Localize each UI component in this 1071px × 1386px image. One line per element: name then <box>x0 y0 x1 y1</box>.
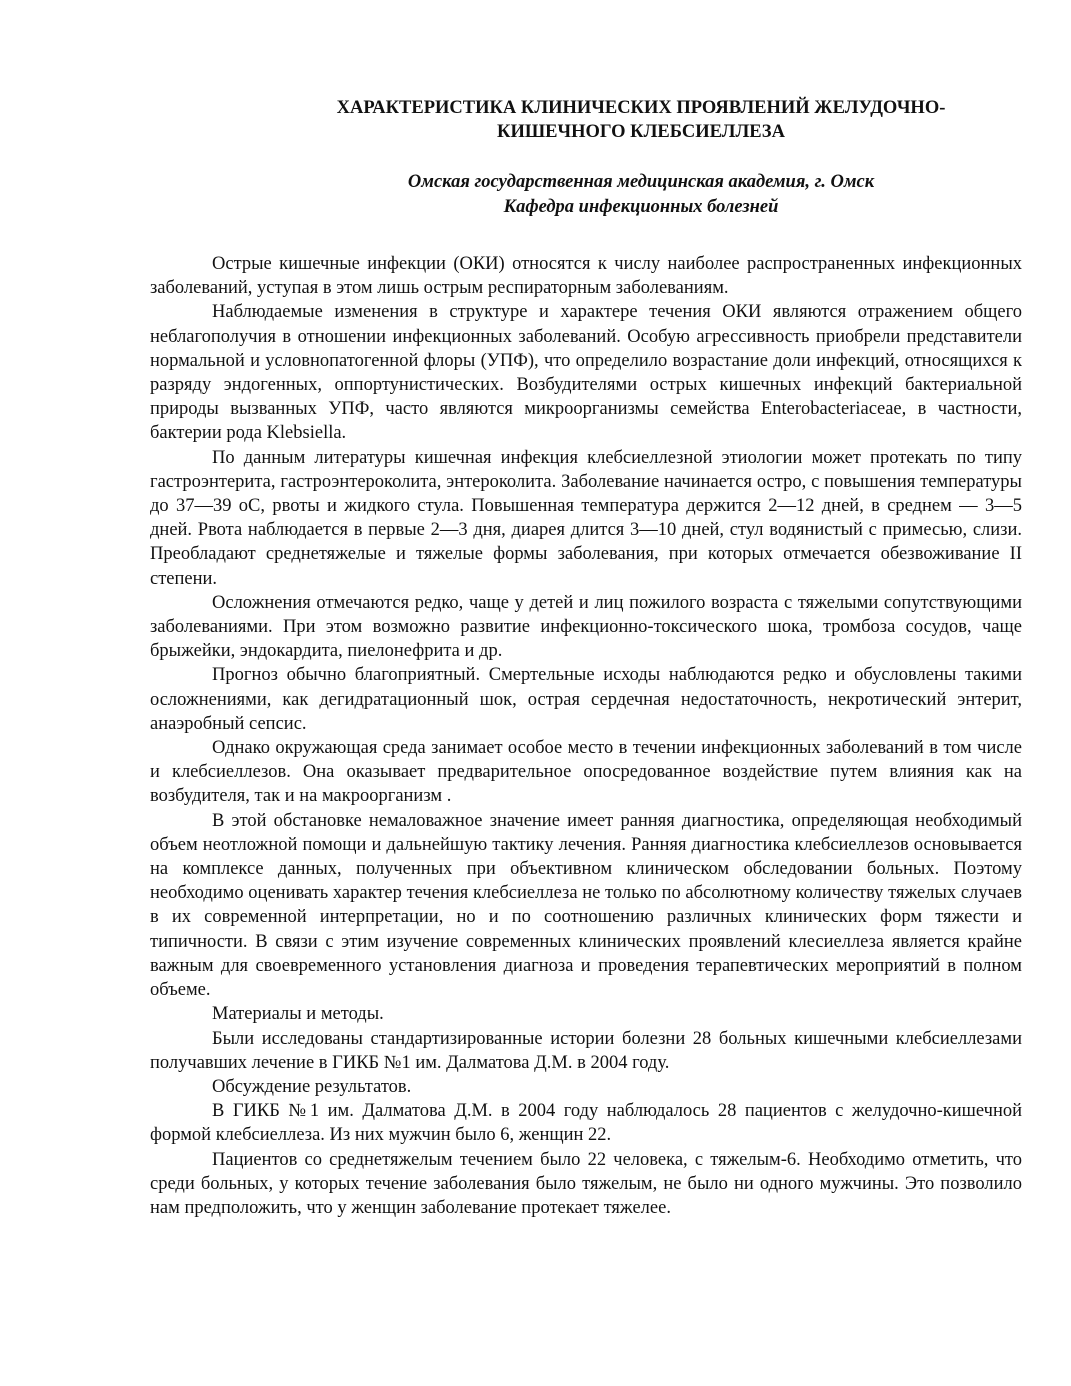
title-line-1: ХАРАКТЕРИСТИКА КЛИНИЧЕСКИХ ПРОЯВЛЕНИЙ ЖЕЛУДОЧНО- <box>336 98 946 118</box>
document-title <box>150 96 1022 144</box>
affiliation <box>150 170 1022 220</box>
paragraph: В этой обстановке немаловажное значение имеет ранняя диагностика, определяющая необходимый объем неотложной помощи и дальнейшую тактику лечения. Ранняя диагностика клебсиеллезов основывается на комплексе данных, полученных при объективном клиническом обследовании больных. Поэтому необходимо оценивать характер течения клебсиеллеза не только по абсолютному количеству тяжелых случаев в их современной интерпретации, но и по соотношению различных клинических форм тяжести и типичности. В связи с этим изучение современных клинических проявлений клесиеллеза является крайне важным для своевременного установления диагноза и проведения терапевтических мероприятий в полном объеме. <box>150 810 1022 1001</box>
document-page <box>150 96 1022 1220</box>
paragraph: Осложнения отмечаются редко, чаще у детей и лиц пожилого возраста с тяжелыми сопутствующими заболеваниями. При этом возможно развитие инфекционно-токсического шока, тромбоза сосудов, чаще брыжейки, эндокардита, пиелонефрита и др. <box>150 592 1022 662</box>
paragraph: Пациентов со среднетяжелым течением было 22 человека, с тяжелым-6. Необходимо отметить, что среди больных, у которых течение заболевания было тяжелым, не было ни одного мужчины. Это позволило нам предположить, что у женщин заболевание протекает тяжелее. <box>150 1149 1022 1218</box>
paragraph: В ГИКБ №1 им. Далматова Д.М. в 2004 году наблюдалось 28 пациентов с желудочно-кишечной формой клебсиеллеза. Из них мужчин было 6, женщин 22. <box>150 1101 1022 1146</box>
affiliation-line-2: Кафедра инфекционных болезней <box>503 197 779 217</box>
paragraph: По данным литературы кишечная инфекция клебсиеллезной этиологии может протекать по типу гастроэнтерита, гастроэнтероколита, энтероколита. Заболевание начинается остро, с повышения температуры до 37—39 оС, рвоты и жидкого стула. Повышенная температура держится 2—12 дней, в среднем — 3—5 дней. Рвота наблюдается в первые 2—3 дня, диарея длится 3—10 дней, стул водянистый с примесью, слизи. Преобладают среднетяжелые и тяжелые формы заболевания, при которых отмечается обезвоживание II степени. <box>150 447 1022 589</box>
section-heading-materials: Материалы и методы. <box>212 1004 384 1025</box>
body-text <box>150 252 1022 1220</box>
paragraph: Наблюдаемые изменения в структуре и характере течения ОКИ являются отражением общего неблагополучия в отношении инфекционных заболеваний. Особую агрессивность приобрели представители нормальной и условнопатогенной флоры (УПФ), что определило возрастание доли инфекций, относящихся к разряду эндогенных, оппортунистических. Возбудителями острых кишечных инфекций бактериальной природы вызванных УПФ, часто являются микроорганизмы семейства Enterobacteriaceae, в частности, бактерии рода Klebsiella. <box>150 302 1022 444</box>
paragraph: Были исследованы стандартизированные истории болезни 28 больных кишечными клебсиеллезами получавших лечение в ГИКБ №1 им. Далматова Д.М. в 2004 году. <box>150 1028 1022 1073</box>
section-heading-discussion: Обсуждение результатов. <box>212 1076 412 1097</box>
paragraph: Острые кишечные инфекции (ОКИ) относятся к числу наиболее распространенных инфекционных заболеваний, уступая в этом лишь острым респираторным заболеваниям. <box>150 254 1022 299</box>
paragraph: Однако окружающая среда занимает особое место в течении инфекционных заболеваний в том числе и клебсиеллезов. Она оказывает предварительное опосредованное воздействие путем влияния как на возбудителя, так и на макроорганизм . <box>150 738 1022 807</box>
title-line-2: КИШЕЧНОГО КЛЕБСИЕЛЛЕЗА <box>497 122 785 142</box>
paragraph: Прогноз обычно благоприятный. Смертельные исходы наблюдаются редко и обусловлены такими осложнениями, как дегидратационный шок, острая сердечная недостаточность, некротический энтерит, анаэробный сепсис. <box>150 665 1022 734</box>
affiliation-line-1: Омская государственная медицинская академия, г. Омск <box>407 172 875 192</box>
